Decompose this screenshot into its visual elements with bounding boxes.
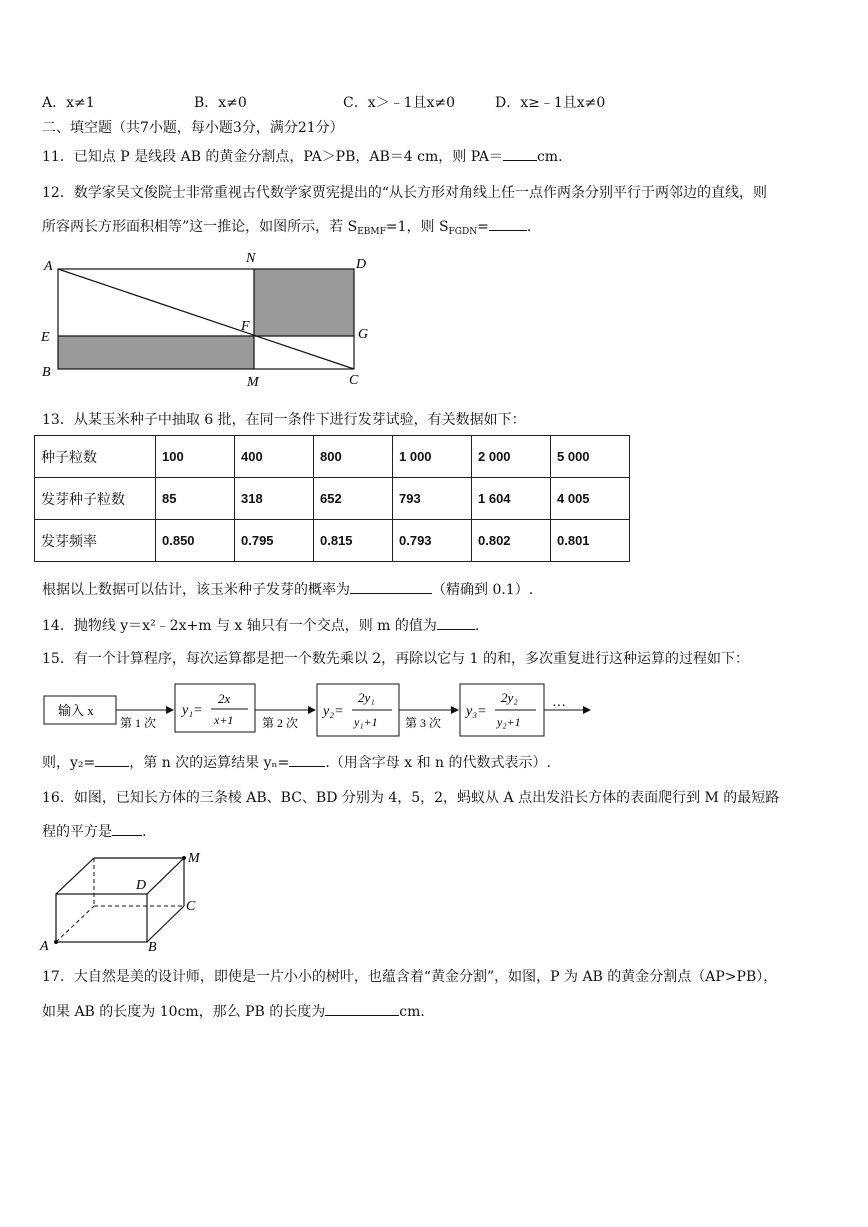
table-cell: 800 [314, 436, 393, 478]
q11-text: 11．已知点 P 是线段 AB 的黄金分割点，PA＞PB，AB＝4 cm，则 PA＝ [42, 149, 503, 165]
q14-end: . [474, 618, 480, 634]
label-e: E [41, 330, 50, 345]
q16-blank[interactable] [112, 821, 142, 836]
q12-sub-ebmf: EBMF [357, 227, 386, 237]
table-cell: 4 005 [551, 478, 630, 520]
question-16-line1: 16．如图，已知长方体的三条棱 AB、BC、BD 分别为 4，5，2，蚂蚁从 A 点出发沿长方体的表面爬行到 M 的最短路 [42, 790, 780, 806]
point-a [54, 940, 58, 944]
y1-denominator: x+1 [214, 713, 234, 727]
table-cell: 2 000 [472, 436, 551, 478]
label-c: C [349, 373, 359, 388]
step-1-label: 第 1 次 [120, 716, 157, 730]
option-a: A．x≠1 [42, 95, 95, 111]
q12-text-a: 所容两长方形面积相等”这一推论，如图所示，若 S [42, 219, 358, 235]
label-b: B [148, 940, 157, 954]
q16-end: . [142, 824, 147, 840]
edge-bottom-right [147, 906, 184, 942]
table-row [35, 436, 630, 478]
table-cell: 652 [314, 478, 393, 520]
table-cell: 1 604 [472, 478, 551, 520]
table-cell: 0.795 [235, 520, 314, 562]
flowchart [40, 680, 595, 742]
q12-text-b: =1，则 S [385, 219, 449, 235]
rectangle-figure [36, 250, 376, 392]
table-cell: 318 [235, 478, 314, 520]
question-15: 15．有一个计算程序，每次运算都是把一个数先乘以 2，再除以它与 1 的和，多次重复进行这种运算的过程如下： [42, 651, 749, 667]
q14-text: 14．抛物线 y＝x²﹣2x+m 与 x 轴只有一个交点，则 m 的值为 [42, 618, 437, 634]
option-c: C．x＞﹣1且x≠0 [343, 95, 456, 111]
q13-blank[interactable] [350, 579, 432, 594]
q17-blank[interactable] [325, 1001, 399, 1016]
question-15-answer [42, 752, 551, 773]
front-face [56, 894, 147, 942]
table-cell: 0.802 [472, 520, 551, 562]
q17-unit: cm. [399, 1004, 425, 1020]
section-heading: 二、填空题（共7小题，每小题3分，满分21分） [42, 120, 344, 136]
q17-text: 如果 AB 的长度为 10cm，那么 PB 的长度为 [42, 1004, 326, 1020]
point-m [182, 856, 186, 860]
table-cell: 发芽种子粒数 [35, 478, 156, 520]
edge-top-right [147, 858, 184, 894]
q15-answer-b: ，第 n 次的运算结果 yₙ= [129, 755, 290, 771]
q13-after-text: 根据以上数据可以估计，该玉米种子发芽的概率为 [42, 582, 350, 598]
y2-lhs: y₂= [323, 704, 344, 719]
q15-blank-y2[interactable] [95, 752, 129, 767]
table-cell: 5 000 [551, 436, 630, 478]
germination-table [34, 435, 630, 562]
table-cell: 100 [156, 436, 235, 478]
q11-unit: cm. [536, 149, 563, 165]
q16-text: 程的平方是 [42, 824, 112, 840]
table-cell: 1 000 [393, 436, 472, 478]
option-d: D．x≥﹣1且x≠0 [495, 95, 606, 111]
ellipsis: … [552, 695, 566, 710]
label-f: F [241, 319, 250, 334]
q12-blank[interactable] [489, 216, 527, 231]
q12-text-c: = [477, 219, 489, 235]
y1-numerator: 2x [218, 691, 231, 706]
y3-lhs: y₃= [466, 704, 487, 719]
y2-denominator: y₁+1 [354, 715, 378, 729]
label-a: A [44, 259, 53, 274]
table-cell: 0.815 [314, 520, 393, 562]
table-cell: 发芽频率 [35, 520, 156, 562]
q13-after-tail: （精确到 0.1）. [432, 582, 534, 598]
label-a: A [40, 939, 49, 954]
y2-numerator: 2y₁ [358, 690, 375, 705]
label-n: N [246, 251, 256, 266]
y3-numerator: 2y₂ [501, 690, 518, 705]
edge-top-left [56, 858, 94, 894]
question-13-followup [42, 579, 533, 600]
shaded-rect-ebmf [58, 336, 254, 369]
table-cell: 0.801 [551, 520, 630, 562]
label-m: M [247, 375, 259, 390]
label-d: D [136, 878, 147, 893]
question-17-line1: 17．大自然是美的设计师，即使是一片小小的树叶，也蕴含着“黄金分割”，如图，P 为 AB 的黄金分割点（AP>PB）， [42, 969, 778, 985]
label-b: B [42, 365, 51, 380]
label-g: G [358, 327, 369, 342]
table-cell: 793 [393, 478, 472, 520]
q15-blank-yn[interactable] [289, 752, 325, 767]
shaded-rect-fgdn [254, 269, 354, 336]
y1-lhs: y₁= [182, 703, 203, 718]
question-12-line2 [42, 216, 531, 242]
step-2-label: 第 2 次 [262, 716, 299, 730]
table-cell: 400 [235, 436, 314, 478]
question-16-line2 [42, 821, 146, 842]
table-row [35, 520, 630, 562]
table-cell: 0.850 [156, 520, 235, 562]
label-m: M [188, 851, 200, 866]
q12-sub-fgdn: FGDN [448, 227, 478, 237]
question-11 [42, 146, 563, 167]
label-d: D [356, 257, 367, 272]
option-b: B．x≠0 [194, 95, 247, 111]
q15-answer-a: 则，y₂= [42, 755, 96, 771]
input-label: 输入 x [58, 703, 94, 718]
table-cell: 种子粒数 [35, 436, 156, 478]
table-row [35, 478, 630, 520]
question-14 [42, 615, 479, 636]
cuboid-figure [36, 850, 211, 954]
question-12-line1: 12．数学家吴文俊院士非常重视古代数学家贾宪提出的“从长方形对角线上任一点作两条分别平行于两邻边的直线，则 [42, 185, 767, 201]
y3-denominator: y₂+1 [497, 715, 521, 729]
q15-answer-c: .（用含字母 x 和 n 的代数式表示）. [325, 755, 551, 771]
q14-blank[interactable] [437, 615, 475, 630]
q12-end: . [526, 219, 532, 235]
label-c: C [186, 899, 196, 914]
step-3-label: 第 3 次 [405, 716, 442, 730]
table-cell: 85 [156, 478, 235, 520]
question-17-line2 [42, 1001, 425, 1022]
question-13: 13．从某玉米种子中抽取 6 批，在同一条件下进行发芽试验，有关数据如下： [42, 412, 526, 428]
q11-blank[interactable] [503, 146, 537, 161]
table-cell: 0.793 [393, 520, 472, 562]
hidden-edge-diagonal [56, 906, 94, 942]
